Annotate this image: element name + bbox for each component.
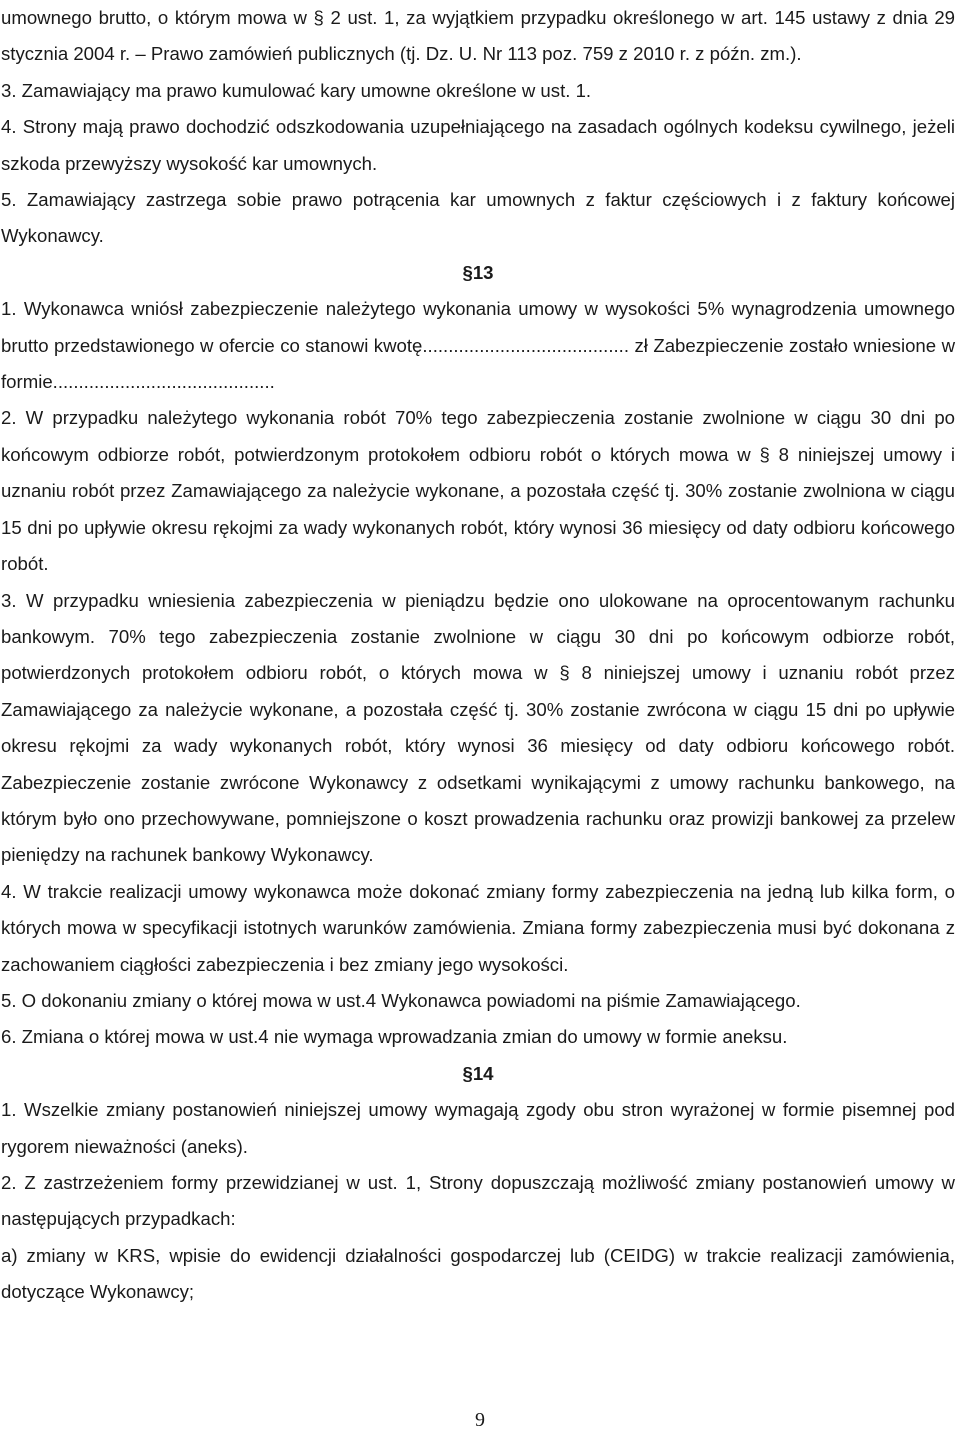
paragraph-14-1: 1. Wszelkie zmiany postanowień niniejszej umowy wymagają zgody obu stron wyrażonej w formie pisemnej pod rygorem nieważności (aneks). (1, 1099, 955, 1157)
paragraph-14-2: 2. Z zastrzeżeniem formy przewidzianej w ust. 1, Strony dopuszczają możliwość zmiany postanowień umowy w następujących przypadkach: (1, 1172, 955, 1230)
paragraph-12-3: 3. Zamawiający ma prawo kumulować kary umowne określone w ust. 1. (1, 79, 592, 101)
paragraph-13-5: 5. O dokonaniu zmiany o której mowa w ust.4 Wykonawca powiadomi na piśmie Zamawiającego. (1, 989, 801, 1011)
document-body (1, 0, 955, 1311)
paragraph-continuation: umownego brutto, o którym mowa w § 2 ust. 1, za wyjątkiem przypadku określonego w art. 145 ustawy z dnia 29 stycznia 2004 r. – Prawo zamówień publicznych (tj. Dz. U. Nr 113 poz. 759 z 2010 r. z późn. zm.). (1, 7, 955, 65)
paragraph-13-3: 3. W przypadku wniesienia zabezpieczenia w pieniądzu będzie ono ulokowane na oprocentowanym rachunku bankowym. 70% tego zabezpieczenia zostanie zwolnione w ciągu 30 dni po końcowym odbiorze robót, potwierdzonych protokołem odbioru robót, o których mowa w § 8 niniejszej umowy i uznaniu robót przez Zamawiającego za należycie wykonane, a pozostała część tj. 30% zostanie zwrócona w ciągu 15 dni po upływie okresu rękojmi za wady wykonanych robót, który wynosi 36 miesięcy od daty odbioru końcowego robót. Zabezpieczenie zostanie zwrócone Wykonawcy z odsetkami wynikającymi z umowy rachunku bankowego, na którym było ono przechowywane, pomniejszone o koszt prowadzenia rachunku oraz prowizji bankowej za przelew pieniędzy na rachunek bankowy Wykonawcy. (1, 589, 955, 866)
paragraph-13-1: 1. Wykonawca wniósł zabezpieczenie należytego wykonania umowy w wysokości 5% wynagrodzenia umownego brutto przedstawionego w ofercie co stanowi kwotę........................................ zł Zabezpieczenie zostało wniesione w formie........................................... (1, 298, 955, 393)
paragraph-13-2: 2. W przypadku należytego wykonania robót 70% tego zabezpieczenia zostanie zwolnione w ciągu 30 dni po końcowym odbiorze robót, potwierdzonym protokołem odbioru robót o których mowa w § 8 niniejszej umowy i uznaniu robót przez Zamawiającego za należycie wykonane, a pozostała część tj. 30% zostanie zwolniona w ciągu 15 dni po upływie okresu rękojmi za wady wykonanych robót, który wynosi 36 miesięcy od daty odbioru końcowego robót. (1, 407, 955, 575)
paragraph-12-5: 5. Zamawiający zastrzega sobie prawo potrącenia kar umownych z faktur częściowych i z faktury końcowej Wykonawcy. (1, 189, 955, 247)
paragraph-13-4: 4. W trakcie realizacji umowy wykonawca może dokonać zmiany formy zabezpieczenia na jedną lub kilka form, o których mowa w specyfikacji istotnych warunków zamówienia. Zmiana formy zabezpieczenia musi być dokonana z zachowaniem ciągłości zabezpieczenia i bez zmiany jego wysokości. (1, 880, 955, 975)
section-13-heading: §13 (462, 261, 494, 283)
page-number: 9 (475, 1409, 485, 1431)
section-14-heading: §14 (462, 1062, 494, 1084)
paragraph-13-6: 6. Zmiana o której mowa w ust.4 nie wymaga wprowadzania zmian do umowy w formie aneksu. (1, 1026, 788, 1048)
paragraph-14-a: a) zmiany w KRS, wpisie do ewidencji działalności gospodarczej lub (CEIDG) w trakcie realizacji zamówienia, dotyczące Wykonawcy; (1, 1244, 955, 1303)
paragraph-12-4: 4. Strony mają prawo dochodzić odszkodowania uzupełniającego na zasadach ogólnych kodeksu cywilnego, jeżeli szkoda przewyższy wysokość kar umownych. (1, 116, 955, 174)
